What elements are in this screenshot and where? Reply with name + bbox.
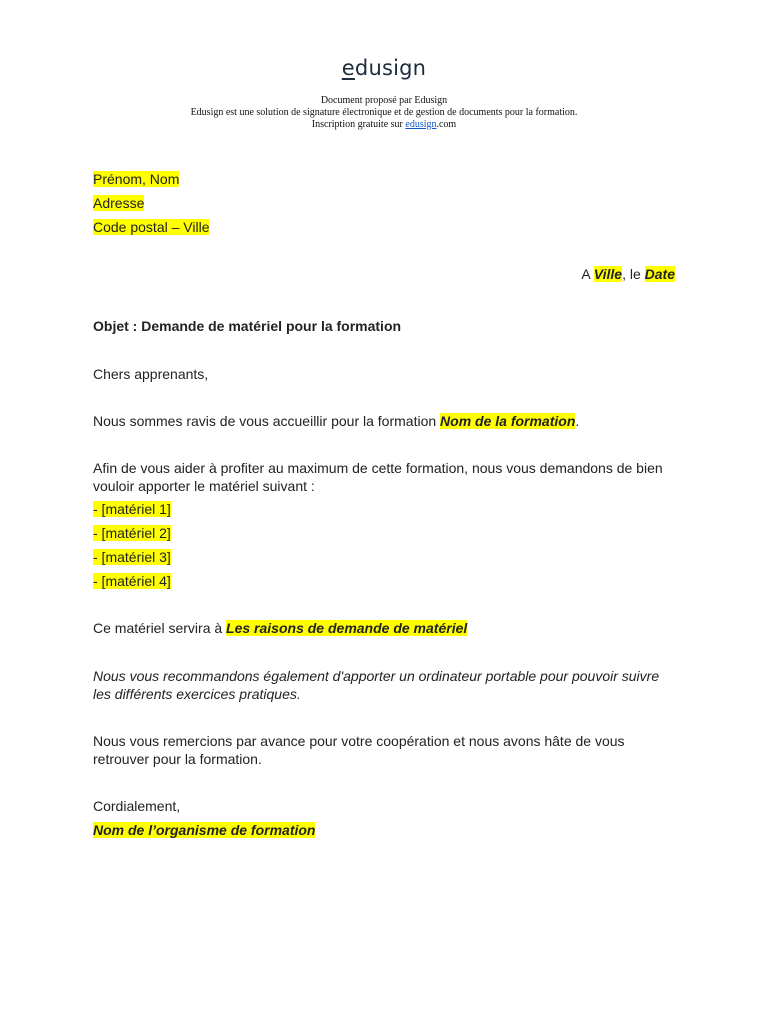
welcome-text: Nous sommes ravis de vous accueillir pour la formation bbox=[93, 413, 441, 429]
list-item: - [matériel 2] bbox=[93, 525, 171, 541]
dateline-prefix: A bbox=[581, 266, 594, 282]
header-line-2: Edusign est une solution de signature électronique et de gestion de documents pour la formation. bbox=[190, 107, 578, 118]
edusign-logo bbox=[0, 56, 768, 80]
purpose-paragraph bbox=[93, 620, 683, 638]
greeting: Chers apprenants, bbox=[93, 366, 209, 382]
signature-block bbox=[93, 822, 683, 840]
materials-list bbox=[93, 501, 683, 597]
organization-name: Nom de l’organisme de formation bbox=[93, 822, 316, 838]
sender-city: Code postal – Ville bbox=[93, 219, 210, 235]
sender-name: Prénom, Nom bbox=[93, 171, 180, 187]
closing: Cordialement, bbox=[93, 798, 181, 814]
dateline bbox=[93, 266, 675, 284]
dateline-middle: , le bbox=[622, 266, 645, 282]
dateline-city: Ville bbox=[593, 266, 623, 282]
request-line-2: vouloir apporter le matériel suivant : bbox=[93, 477, 315, 494]
subject-line: Objet : Demande de matériel pour la formation bbox=[93, 318, 402, 334]
header-line-3 bbox=[0, 119, 768, 131]
thanks-line-1: Nous vous remercions par avance pour votre coopération et nous avons hâte de vous bbox=[93, 733, 625, 749]
logo-rest: dusign bbox=[354, 56, 427, 80]
request-paragraph bbox=[93, 460, 683, 495]
thanks-paragraph bbox=[93, 733, 683, 768]
sender-address: Adresse bbox=[93, 195, 145, 211]
sender-block bbox=[93, 171, 683, 243]
recommendation-line-2: les différents exercices pratiques. bbox=[93, 685, 301, 702]
request-line-1: Afin de vous aider à profiter au maximum de cette formation, nous vous demandons de bien bbox=[93, 460, 663, 476]
list-item: - [matériel 3] bbox=[93, 549, 171, 565]
header-line-3-prefix: Inscription gratuite sur bbox=[311, 119, 406, 130]
list-item: - [matériel 1] bbox=[93, 501, 171, 517]
header-line-3-suffix: .com bbox=[436, 119, 457, 130]
thanks-line-2: retrouver pour la formation. bbox=[93, 750, 262, 767]
list-item: - [matériel 4] bbox=[93, 573, 171, 589]
purpose-text: Ce matériel servira à bbox=[93, 620, 227, 636]
purpose-reasons: Les raisons de demande de matériel bbox=[226, 620, 468, 636]
logo-first-letter: e bbox=[341, 56, 355, 80]
edusign-link[interactable]: edusign bbox=[405, 119, 437, 130]
document-header bbox=[0, 95, 768, 131]
header-line-1: Document proposé par Edusign bbox=[320, 95, 448, 106]
dateline-date: Date bbox=[644, 266, 675, 282]
recommendation-paragraph bbox=[93, 668, 683, 703]
welcome-paragraph bbox=[93, 413, 683, 431]
course-name: Nom de la formation bbox=[440, 413, 576, 429]
welcome-end: . bbox=[575, 413, 580, 429]
recommendation-line-1: Nous vous recommandons également d'apporter un ordinateur portable pour pouvoir suivre bbox=[93, 668, 660, 684]
